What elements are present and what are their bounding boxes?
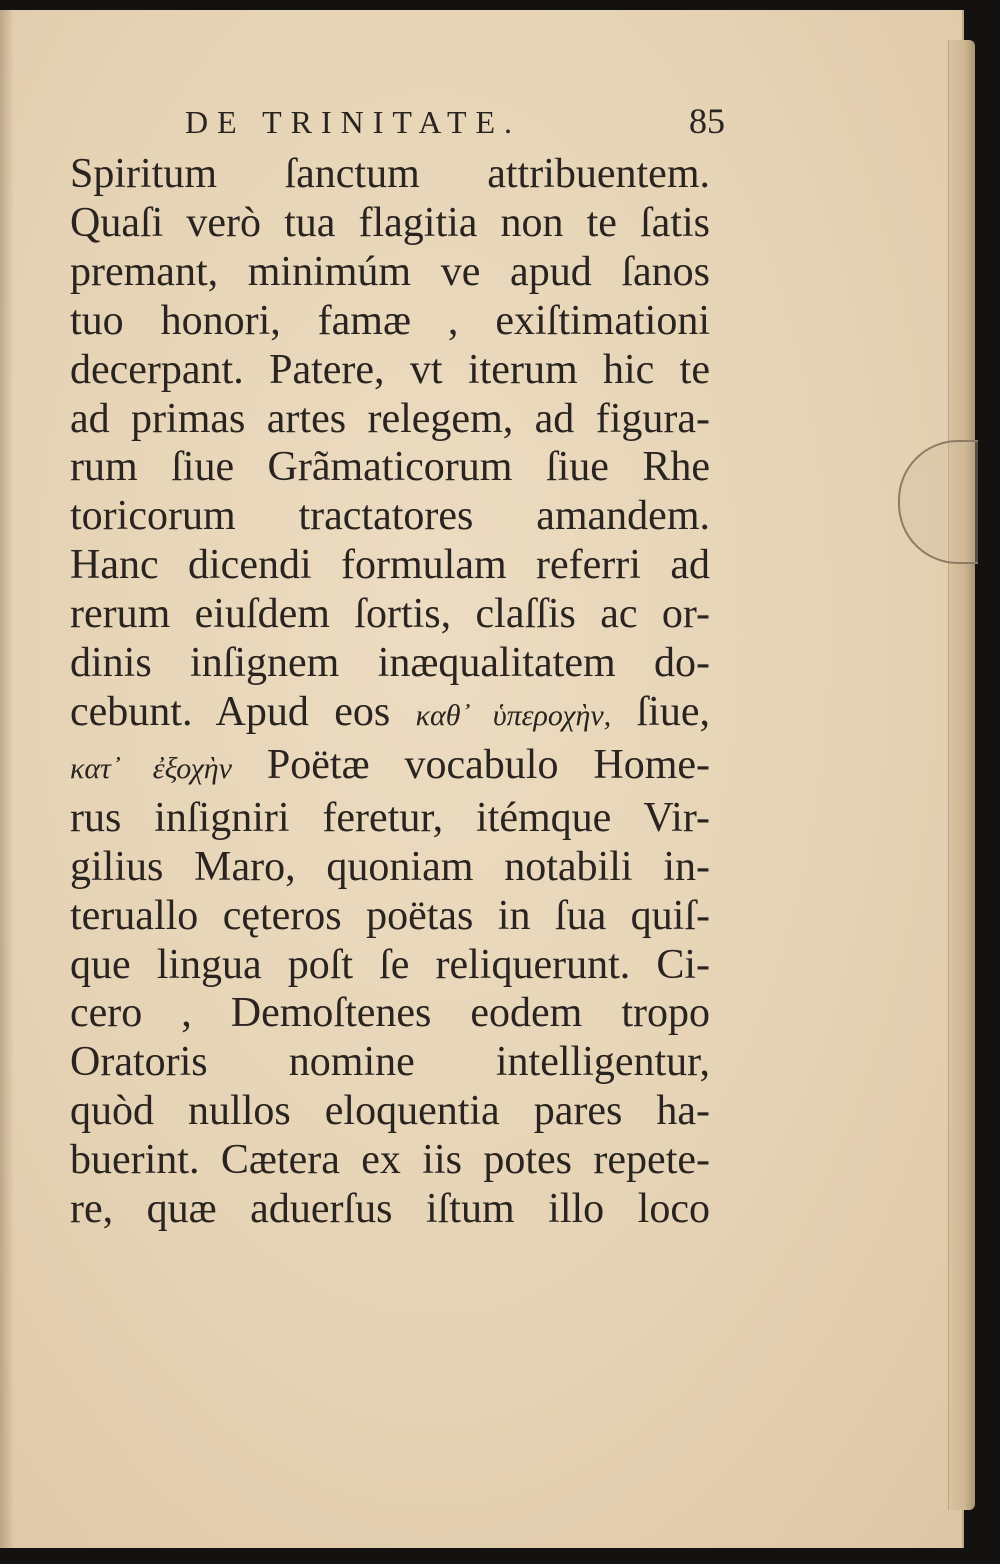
page-edge <box>948 40 975 1510</box>
text-line: toricorum tractatores amandem. <box>70 493 710 540</box>
text-segment: cebunt. Apud eos <box>70 688 391 735</box>
gutter-shadow <box>0 10 14 1548</box>
text-segment: Poëtæ vocabulo Home- <box>266 741 711 788</box>
text-line: teruallo cęteros poëtas in ſua quiſ- <box>70 892 710 939</box>
text-line: re, quæ aduerſus iſtum illo loco <box>70 1186 710 1233</box>
text-line: rum ſiue Grãmaticorum ſiue Rhe <box>70 444 710 491</box>
text-line <box>70 741 710 794</box>
text-line: Oratoris nomine intelligentur, <box>70 1039 710 1086</box>
page-header <box>185 100 725 150</box>
text-line: cero , Demoſtenes eodem tropo <box>70 990 710 1037</box>
text-line: Quaſi verò tua flagitia non te ſatis <box>70 199 710 246</box>
text-line: rerum eiuſdem ſortis, claſſis ac or- <box>70 591 710 638</box>
greek-phrase: κατ᾽ ἐξοχὴν <box>70 751 232 785</box>
text-line: ad primas artes relegem, ad figura- <box>70 395 710 442</box>
text-line: quòd nullos eloquentia pares ha- <box>70 1088 710 1135</box>
page-number: 85 <box>689 101 725 141</box>
running-head: DE TRINITATE. <box>185 104 522 140</box>
text-segment: ſiue, <box>636 688 710 735</box>
text-line <box>70 688 710 741</box>
text-block <box>70 100 730 1234</box>
greek-phrase: καθ᾽ ὑπεροχὴν, <box>415 698 612 732</box>
text-line: premant, minimúm ve apud ſanos <box>70 248 710 295</box>
text-line: Hanc dicendi formulam referri ad <box>70 542 710 589</box>
text-line: buerint. Cætera ex iis potes repete- <box>70 1137 710 1184</box>
text-line: Spiritum ſanctum attribuentem. <box>70 151 710 197</box>
text-line: rus inſigniri feretur, itémque Vir- <box>70 794 710 841</box>
text-line: dinis inſignem inæqualitatem do- <box>70 640 710 687</box>
text-line: decerpant. Patere, vt iterum hic te <box>70 346 710 393</box>
text-line: que lingua poſt ſe reliquerunt. Ci- <box>70 941 710 988</box>
text-line: gilius Maro, quoniam notabili in- <box>70 843 710 890</box>
text-line: tuo honori, famæ , exiſtimationi <box>70 297 710 344</box>
